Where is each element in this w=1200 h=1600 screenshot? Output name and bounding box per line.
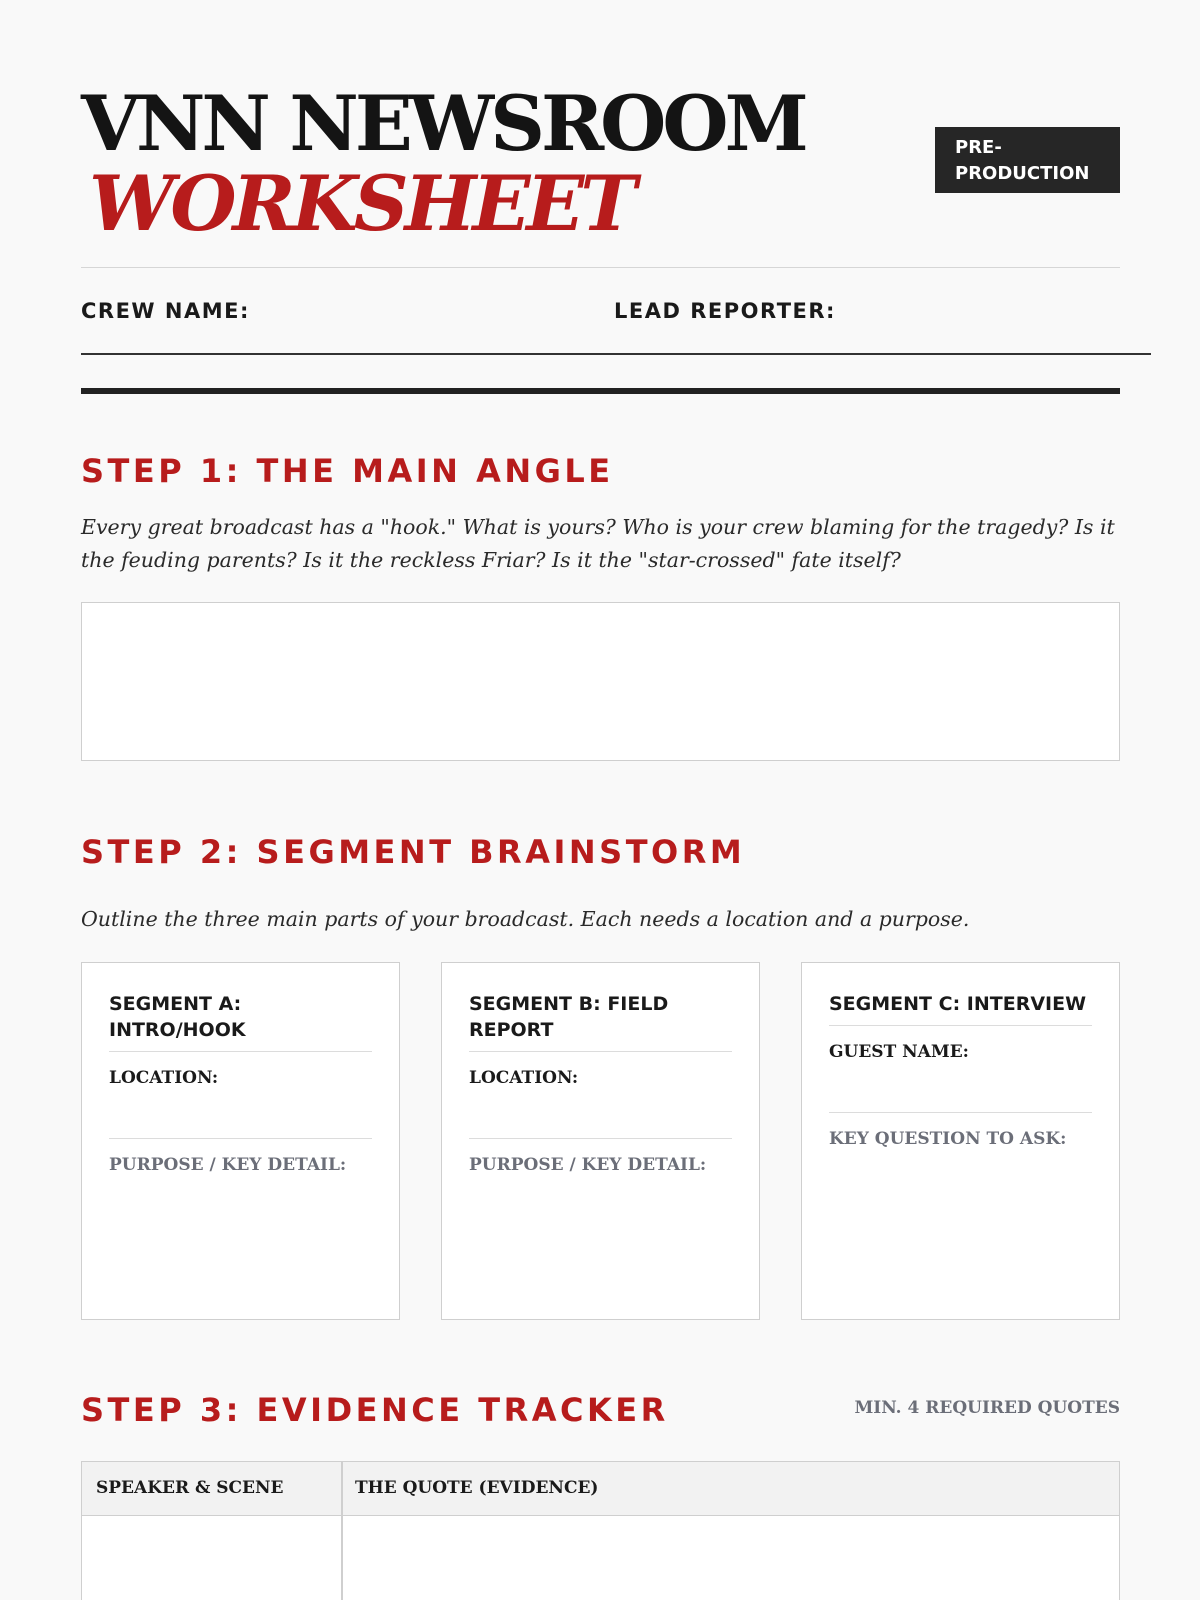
evidence-table bbox=[81, 1461, 1120, 1600]
main-angle-answer-box[interactable] bbox=[81, 602, 1120, 761]
lead-reporter-field[interactable] bbox=[614, 353, 1151, 355]
step1-title: STEP 1: THE MAIN ANGLE bbox=[81, 452, 614, 490]
crew-name-field[interactable] bbox=[81, 353, 641, 355]
step3-title: STEP 3: EVIDENCE TRACKER bbox=[81, 1391, 669, 1429]
header-divider bbox=[81, 267, 1120, 268]
column-divider bbox=[341, 1462, 343, 1600]
segment-a-purpose-label: PURPOSE / KEY DETAIL: bbox=[109, 1155, 347, 1175]
crew-name-label: CREW NAME: bbox=[81, 299, 250, 323]
segment-b-location-label: LOCATION: bbox=[469, 1052, 732, 1139]
page-title: VNN NEWSROOM bbox=[81, 79, 805, 168]
lead-reporter-label: LEAD REPORTER: bbox=[614, 299, 836, 323]
column-header-speaker: SPEAKER & SCENE bbox=[96, 1478, 284, 1498]
segment-c-title: SEGMENT C: INTERVIEW bbox=[829, 991, 1092, 1026]
column-header-quote: THE QUOTE (EVIDENCE) bbox=[355, 1478, 599, 1498]
evidence-table-header bbox=[82, 1462, 1119, 1516]
segment-card-b[interactable] bbox=[441, 962, 760, 1320]
section-divider bbox=[81, 388, 1120, 394]
badge-line-2: PRODUCTION bbox=[955, 163, 1090, 184]
segment-a-title: SEGMENT A: INTRO/HOOK bbox=[109, 991, 372, 1052]
step1-description: Every great broadcast has a "hook." What is yours? Who is your crew blaming for the tragedy? Is it the feuding parents? Is it the reckless Friar? Is it the "star-crossed" fate itself? bbox=[81, 515, 1115, 572]
badge-line-1: PRE- bbox=[955, 137, 1002, 158]
segment-card-a[interactable] bbox=[81, 962, 400, 1320]
required-quotes-note: MIN. 4 REQUIRED QUOTES bbox=[854, 1398, 1120, 1418]
segment-b-purpose-label: PURPOSE / KEY DETAIL: bbox=[469, 1155, 707, 1175]
step2-description: Outline the three main parts of your broadcast. Each needs a location and a purpose. bbox=[81, 907, 970, 931]
segment-c-question-label: KEY QUESTION TO ASK: bbox=[829, 1129, 1067, 1149]
page-subtitle: WORKSHEET bbox=[89, 159, 633, 248]
worksheet-header bbox=[81, 79, 1120, 252]
status-badge bbox=[935, 127, 1120, 193]
segment-b-title: SEGMENT B: FIELD REPORT bbox=[469, 991, 732, 1052]
step2-title: STEP 2: SEGMENT BRAINSTORM bbox=[81, 833, 746, 871]
segment-a-location-label: LOCATION: bbox=[109, 1052, 372, 1139]
segment-card-c[interactable] bbox=[801, 962, 1120, 1320]
segment-c-guest-label: GUEST NAME: bbox=[829, 1026, 1092, 1113]
